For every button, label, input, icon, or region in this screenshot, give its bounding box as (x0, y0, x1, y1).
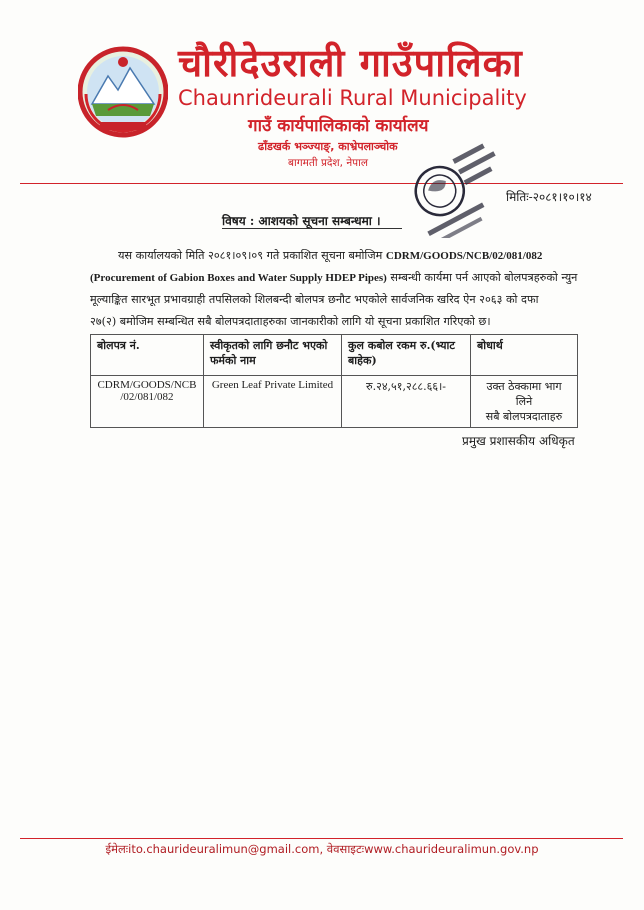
notice-subject: विषय : आशयको सूचना सम्बन्धमा । (222, 214, 381, 228)
header-bid-amount: कुल कबोल रकम रु.(भ्याट बाहेक) (342, 335, 471, 376)
signatory-title: प्रमुख प्रशासकीय अधिकृत (462, 434, 575, 448)
body-line-1-text: यस कार्यालयको मिति २०८१।०९।०९ गते प्रकाशित सूचना बमोजिम (118, 249, 386, 262)
procurement-title: (Procurement of Gabion Boxes and Water Supply HDEP Pipes) (90, 272, 387, 284)
subject-underline (222, 228, 402, 229)
cell-bid-amount: रु.२४,५१,२८८.६६।- (342, 376, 471, 428)
header-divider (20, 183, 623, 184)
office-seal-stamp-icon (392, 138, 516, 238)
table-header-row (91, 335, 578, 376)
nepal-emblem-icon (78, 46, 168, 138)
header-firm-name: स्वीकृतको लागि छनौट भएको फर्मको नाम (203, 335, 341, 376)
bid-number-line-2: /02/081/082 (120, 391, 174, 403)
header-bid-number: बोलपत्र नं. (91, 335, 204, 376)
cell-remark (470, 376, 577, 428)
address-line-2: बागमती प्रदेश, नेपाल (288, 157, 368, 169)
bid-number-line-1: CDRM/GOODS/NCB (97, 379, 197, 391)
municipality-title-nepali: चौरीदेउराली गाउँपालिका (178, 41, 523, 85)
cell-bid-number (91, 376, 204, 428)
remark-line-2: सबै बोलपत्रदाताहरु (485, 410, 563, 423)
office-name: गाउँ कार्यपालिकाको कार्यालय (248, 116, 429, 136)
address-line-1: ढाँडखर्क भञ्ज्याङ्, काभ्रेपलाञ्चोक (258, 140, 398, 153)
footer-contact: ईमेलःito.chaurideuralimun@gmail.com, वेवसाइटःwww.chaurideuralimun.gov.np (105, 842, 539, 856)
municipality-title-english: Chaunrideurali Rural Municipality (178, 86, 527, 110)
cell-firm-name: Green Leaf Private Limited (203, 376, 341, 428)
body-line-4: २७(२) बमोजिम सम्बन्धित सबै बोलपत्रदाताहरुका जानकारीको लागि यो सूचना प्रकाशित गरिएको छ। (90, 315, 491, 328)
selected-bid-table (90, 334, 578, 428)
table-row (91, 376, 578, 428)
notice-date: मितिः-२०८१।१०।१४ (506, 190, 592, 204)
body-line-3: मूल्याङ्कित सारभूत प्रभावग्राही तपसिलको शिलबन्दी बोलपत्र छनौट भएकोले सार्वजनिक खरिद ऐन २०६३ को दफा (90, 293, 539, 306)
body-line-1 (90, 245, 556, 267)
body-line-2 (90, 267, 578, 289)
notice-body (90, 245, 578, 333)
reference-number: CDRM/GOODS/NCB/02/081/082 (385, 250, 543, 262)
footer-divider (20, 838, 623, 839)
header-remark: बोधार्थ (470, 335, 577, 376)
remark-line-1: उक्त ठेक्कामा भाग लिने (486, 380, 562, 408)
body-line-2-text: सम्बन्धी कार्यमा पर्न आएको बोलपत्रहरुको न्युन (386, 271, 578, 284)
